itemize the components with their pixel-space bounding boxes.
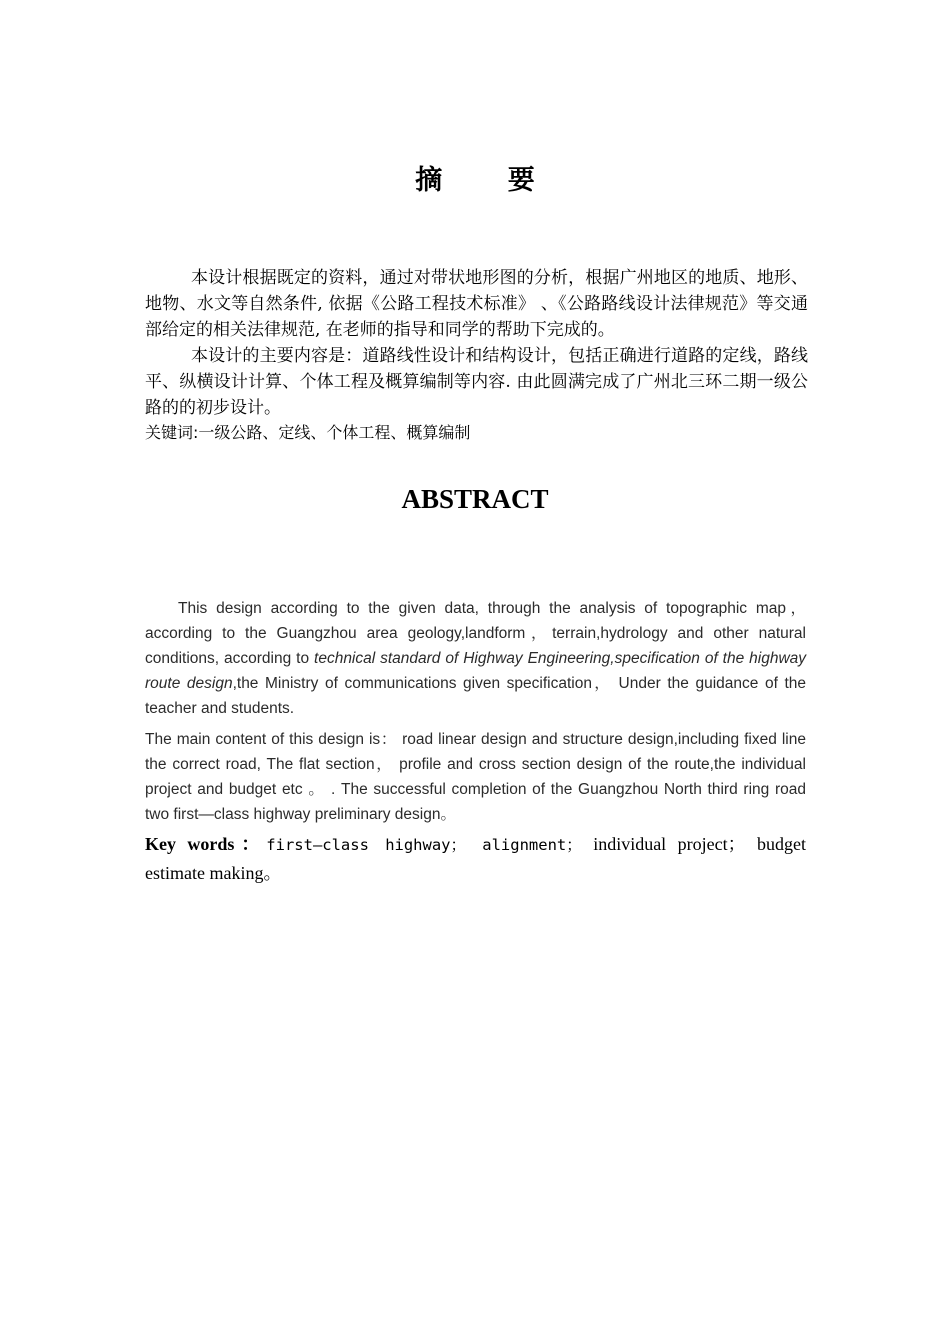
abstract-en-paragraph-1-end: ,the Ministry of communications given specification， Under the guidance of the teacher and students. [145,675,806,717]
abstract-en-paragraph-1-italic: technical standard of Highway Engineering,specification of the highway route design [145,650,807,692]
abstract-en-title: ABSTRACT [401,484,549,514]
abstract-cn-paragraph-2: 本设计的主要内容是：道路线性设计和结构设计，包括正确进行道路的定线，路线平、纵横设计计算、个体工程及概算编制等内容. 由此圆满完成了广州北三环二期一级公路的的初步设计。 [145,346,808,418]
abstract-en-paragraph-2: The main content of this design is： road linear design and structure design,including fixed line the correct road, The flat section， profile and cross section design of the route,the individual project and budget etc 。 . The successful completion of the Guangzhou North third ring road two first—class highway preliminary design。 [145,731,806,823]
abstract-en-keywords-label: Key words： [145,834,267,854]
abstract-cn-title: 摘 要 [415,165,563,196]
abstract-en-keywords-rest: individual project； budget estimate making。 [145,834,807,883]
abstract-cn-body [145,265,808,421]
abstract-en-paragraph-1-start: This design according to the given data, through the analysis of topographic map，according to the Guangzhou area geology,landform，terrain,hydrology and other natural conditions, according to [145,600,806,667]
abstract-cn-paragraph-1: 本设计根据既定的资料，通过对带状地形图的分析，根据广州地区的地质、地形、地物、水文等自然条件, 依据《公路工程技术标准》 、《公路路线设计法律规范》等交通部给定的相关法律规范, 在老师的指导和同学的帮助下完成的。 [145,268,808,340]
abstract-en-paragraph-1 [145,596,806,721]
abstract-cn-keywords: 关键词:一级公路、定线、个体工程、概算编制 [145,423,471,442]
abstract-en-keywords [145,830,806,887]
abstract-en-keywords-mono: first—class highway； alignment； [266,836,582,854]
abstract-en-body [145,596,806,827]
